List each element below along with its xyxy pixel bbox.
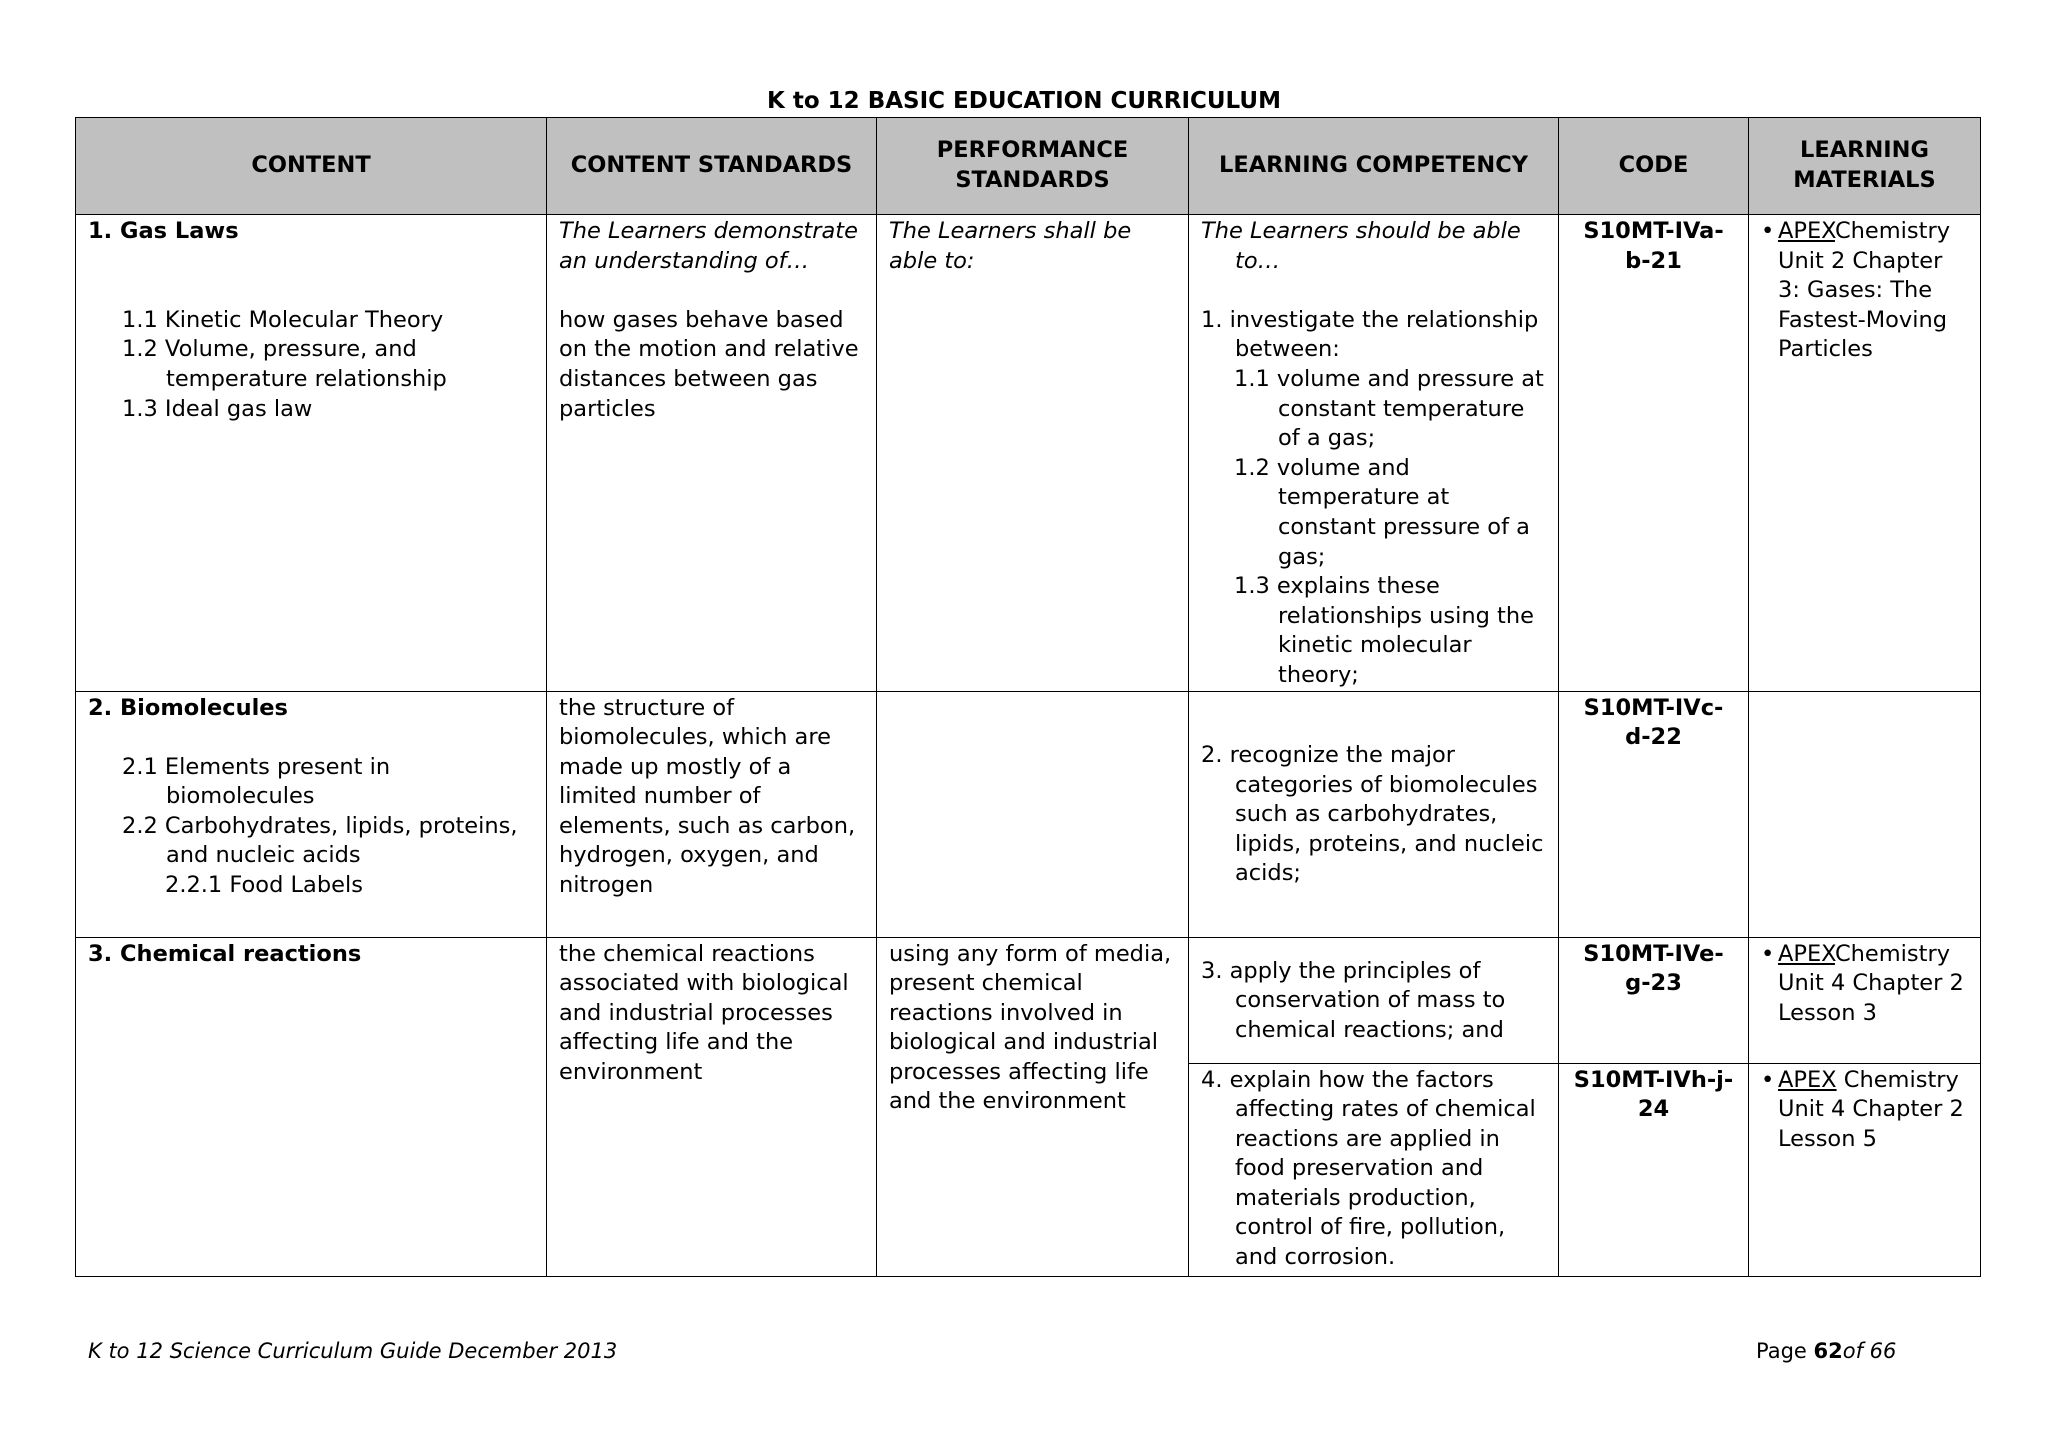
lc-text: 2. recognize the major categories of biomolecules such as carbohydrates, lipids, proteins, and nucleic acids;: [1201, 742, 1544, 887]
header-content: CONTENT: [76, 118, 547, 215]
header-content-standards: CONTENT STANDARDS: [547, 118, 877, 215]
learning-competency-cell: [1189, 1063, 1559, 1276]
ps-intro: The Learners shall be able to:: [889, 218, 1132, 274]
material-link[interactable]: APEX: [1778, 218, 1835, 244]
lc-text: 4. explain how the factors affecting rates of chemical reactions are applied in food preservation and materials production, control of fire, pollution, and corrosion.: [1201, 1066, 1536, 1271]
header-learning-competency: LEARNING COMPETENCY: [1189, 118, 1559, 215]
content-standards-cell: [547, 215, 877, 692]
material-text: Chemistry Unit 2 Chapter 3: Gases: The Fastest-Moving Particles: [1778, 218, 1951, 363]
content-item: 2.2 Carbohydrates, lipids, proteins, and nucleic acids: [122, 812, 518, 869]
table-row-chemical-reactions: [76, 937, 1981, 1063]
header-performance-standards: PERFORMANCE STANDARDS: [877, 118, 1189, 215]
performance-standards-cell: [877, 215, 1189, 692]
code-cell: S10MT-IVa-b-21: [1559, 215, 1749, 692]
content-title: 1. Gas Laws: [88, 218, 239, 244]
page-title: K to 12 BASIC EDUCATION CURRICULUM: [767, 88, 1281, 114]
material-link[interactable]: APEX: [1778, 940, 1835, 967]
learning-competency-cell: [1189, 937, 1559, 1063]
content-title: 3. Chemical reactions: [88, 940, 362, 967]
page-label: Page: [1756, 1339, 1814, 1363]
performance-standards-cell: [877, 691, 1189, 937]
table-row-biomolecules: [76, 691, 1981, 937]
content-cell: [76, 215, 547, 692]
code-cell: S10MT-IVh-j-24: [1559, 1063, 1749, 1276]
lc-sub: 1.3 explains these relationships using the kinetic molecular theory;: [1234, 573, 1534, 688]
content-standards-cell: [547, 691, 877, 937]
content-standards-cell: [547, 937, 877, 1276]
cs-text: the chemical reactions associated with biological and industrial processes affecting life and the environment: [559, 940, 849, 1085]
code-cell: S10MT-IVc-d-22: [1559, 691, 1749, 937]
content-subitem: 2.2.1 Food Labels: [165, 872, 363, 899]
content-item: 1.2 Volume, pressure, and temperature relationship: [122, 336, 447, 392]
content-item: 1.3 Ideal gas law: [122, 395, 313, 422]
header-learning-materials: LEARNING MATERIALS: [1749, 118, 1981, 215]
performance-standards-cell: [877, 937, 1189, 1276]
material-item: [1778, 940, 1968, 1029]
content-item: 1.1 Kinetic Molecular Theory: [122, 306, 444, 333]
footer-page-number: [1756, 1339, 1896, 1363]
content-cell: [76, 691, 547, 937]
content-cell: [76, 937, 547, 1276]
materials-cell: [1749, 691, 1981, 937]
materials-cell: [1749, 1063, 1981, 1276]
code-cell: S10MT-IVe-g-23: [1559, 937, 1749, 1063]
header-code: CODE: [1559, 118, 1749, 215]
materials-cell: [1749, 215, 1981, 692]
content-item: 2.1 Elements present in biomolecules: [122, 753, 391, 810]
cs-text: the structure of biomolecules, which are made up mostly of a limited number of elements, such as carbon, hydrogen, oxygen, and nitrogen: [559, 694, 856, 899]
content-title: 2. Biomolecules: [88, 694, 288, 721]
lc-sub: 1.1 volume and pressure at constant temperature of a gas;: [1234, 365, 1544, 452]
header-row: [76, 118, 1981, 215]
material-text: Chemistry Unit 4 Chapter 2 Lesson 5: [1778, 1066, 1964, 1152]
material-link[interactable]: APEX: [1778, 1066, 1837, 1093]
lc-text: 3. apply the principles of conservation of mass to chemical reactions; and: [1201, 957, 1506, 1043]
materials-list: [1761, 940, 1968, 1029]
curriculum-table: [75, 117, 1981, 1277]
ps-text: using any form of media, present chemical reactions involved in biological and industrial processes affecting life and the environment: [889, 940, 1172, 1115]
material-text: Chemistry Unit 4 Chapter 2 Lesson 3: [1778, 940, 1964, 1026]
materials-list: [1761, 217, 1968, 365]
cs-text: how gases behave based on the motion and relative distances between gas particles: [559, 306, 859, 422]
materials-list: [1761, 1066, 1968, 1155]
table-row-gas-laws: [76, 215, 1981, 692]
page-num: 62: [1813, 1339, 1843, 1363]
lc-sub: 1.2 volume and temperature at constant pressure of a gas;: [1234, 454, 1530, 570]
cs-intro: The Learners demonstrate an understanding of…: [559, 218, 858, 274]
materials-cell: [1749, 937, 1981, 1063]
lc-main: 1. investigate the relationship between:: [1201, 306, 1539, 363]
page-of: of 66: [1842, 1339, 1897, 1363]
learning-competency-cell: [1189, 215, 1559, 692]
material-item: [1778, 1066, 1968, 1155]
material-item: [1778, 217, 1968, 365]
learning-competency-cell: [1189, 691, 1559, 937]
footer-guide-title: K to 12 Science Curriculum Guide December 2013: [88, 1339, 618, 1363]
lc-intro: The Learners should be able to…: [1201, 218, 1521, 274]
